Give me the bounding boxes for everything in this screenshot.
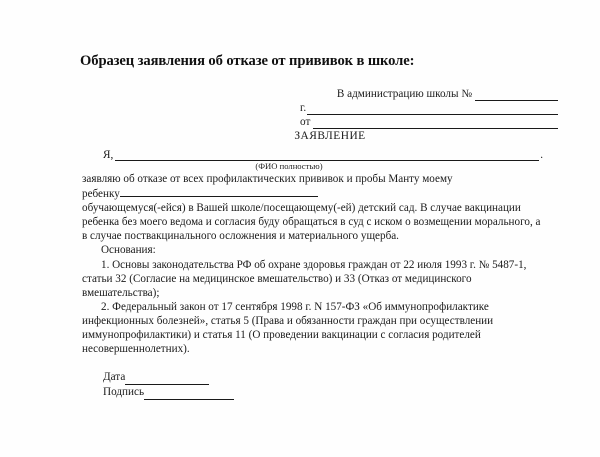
city-blank[interactable]	[307, 103, 558, 115]
applicant-i-label: Я,	[103, 149, 114, 161]
body-line-1: заявляю об отказе от всех профилактических прививок и пробы Манту моему	[82, 173, 453, 185]
from-label: от	[300, 116, 311, 128]
date-blank[interactable]	[125, 372, 209, 385]
grounds-heading: Основания:	[101, 244, 156, 257]
signature-blank[interactable]	[144, 387, 234, 400]
school-number-blank[interactable]	[475, 89, 558, 101]
city-row	[300, 102, 558, 115]
school-number-row	[300, 88, 558, 101]
applicant-period: .	[540, 149, 543, 161]
from-blank[interactable]	[313, 117, 558, 129]
applicant-name-blank[interactable]	[115, 148, 539, 161]
body-line-3: обучающемуся(-ейся) в Вашей школе/посещающему(-ей) детский сад. В случае вакцинации ребенка без моего ведома и согласия буду обращаться в суд с иском о возмещении морального, а в случае поствакцинального осложнения и материального ущерба.	[82, 202, 541, 243]
ground-item-2: 2. Федеральный закон от 17 сентября 1998 г. N 157-ФЗ «Об иммунопрофилактике инфекционных болезней», статья 5 (Права и обязанности граждан при осуществлении иммунопрофилактики) и статья 11 (О проведении вакцинации с согласия родителей несовершеннолетних).	[82, 300, 494, 356]
document-body	[82, 172, 544, 356]
city-label: г.	[300, 102, 307, 114]
signature-row	[103, 385, 234, 400]
child-row	[82, 186, 544, 201]
date-label: Дата	[103, 371, 126, 383]
signature-label: Подпись	[103, 386, 145, 398]
signature-block	[103, 370, 234, 400]
applicant-name-row	[103, 148, 543, 161]
statement-heading: ЗАЯВЛЕНИЕ	[294, 130, 366, 142]
school-number-label: В администрацию школы №	[336, 88, 472, 100]
from-row	[300, 116, 558, 129]
child-name-blank[interactable]	[120, 186, 318, 197]
fio-caption: (ФИО полностью)	[255, 161, 323, 171]
child-label: ребенку	[82, 188, 120, 201]
page-title: Образец заявления об отказе от прививок в школе:	[80, 53, 415, 69]
addressee-header-block	[300, 88, 558, 130]
date-row	[103, 370, 234, 385]
ground-item-1: 1. Основы законодательства РФ об охране здоровья граждан от 22 июля 1993 г. № 5487-1, статьи 32 (Согласие на медицинское вмешательство) и 33 (Отказ от медицинского вмешательства);	[82, 258, 527, 299]
